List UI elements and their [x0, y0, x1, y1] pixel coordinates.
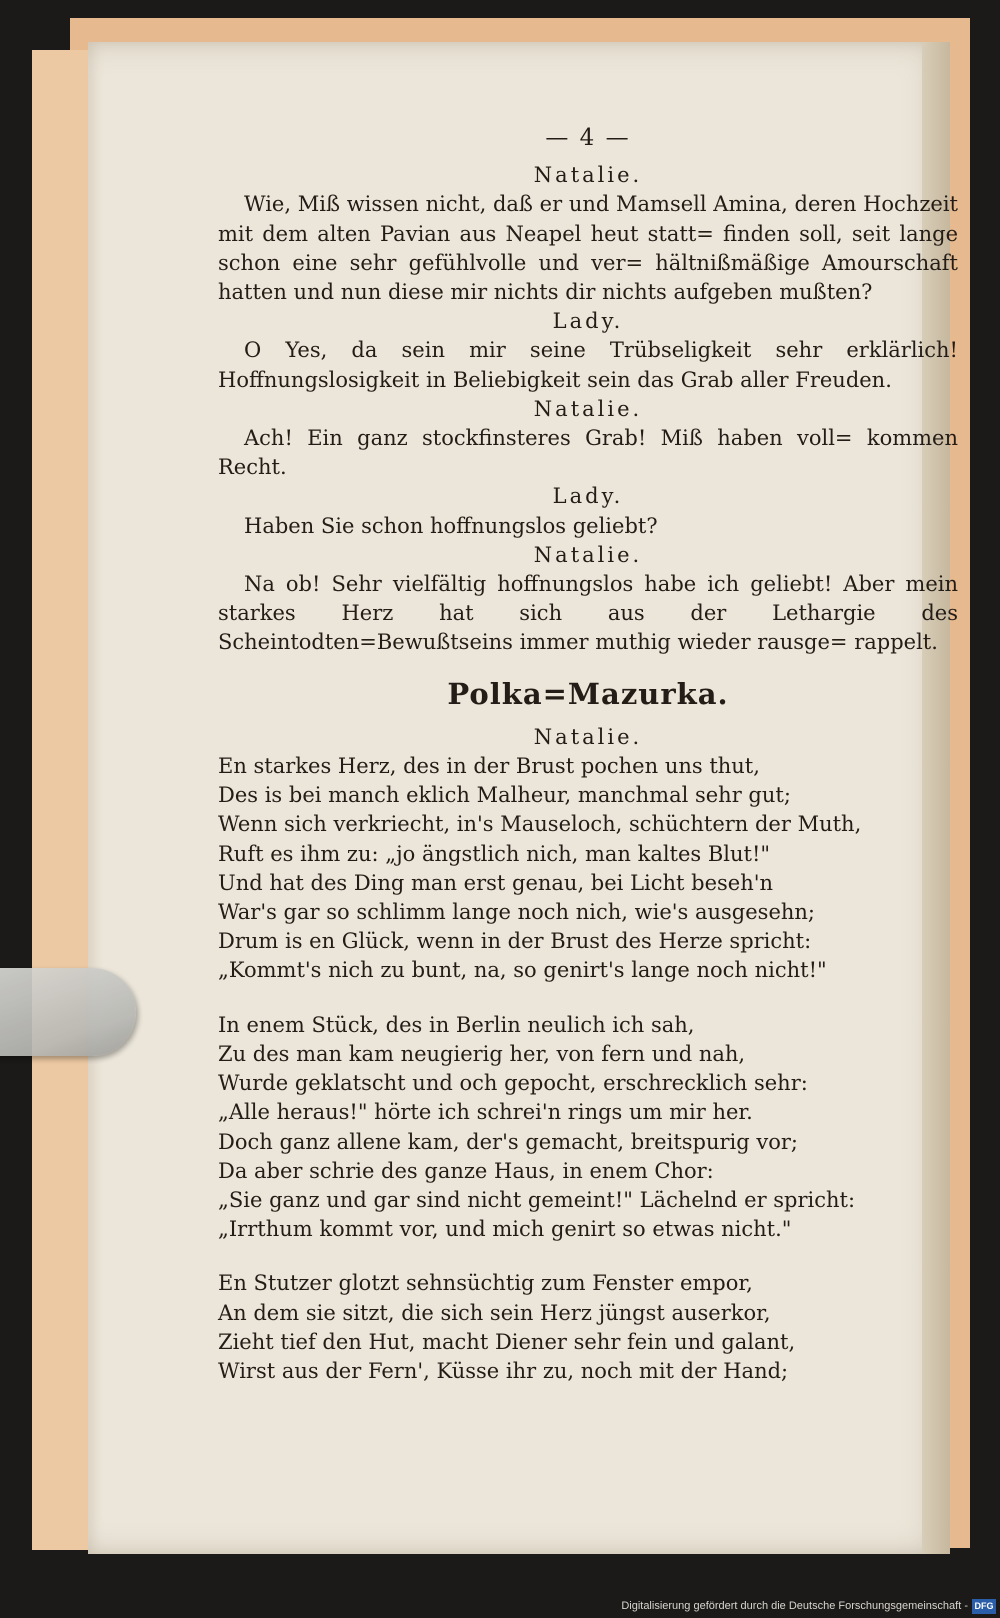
- stanza: [218, 1269, 958, 1386]
- verse-line: Drum is en Glück, wenn in der Brust des Herze spricht:: [218, 929, 812, 954]
- verse-line: Ruft es ihm zu: „jo ängstlich nich, man kaltes Blut!": [218, 841, 771, 866]
- dialogue-paragraph: Na ob! Sehr vielfältig hoffnungslos habe ich geliebt! Aber mein starkes Herz hat sich aus der Lethargie des Scheintodten=Bewußtseins immer muthig wieder rausge= rappelt.: [218, 572, 958, 655]
- page-turn-tab[interactable]: [0, 968, 136, 1056]
- verse-line: „Irrthum kommt vor, und mich genirt so etwas nicht.": [218, 1217, 792, 1242]
- verse-line: Wirst aus der Fern', Küsse ihr zu, noch mit der Hand;: [218, 1358, 789, 1383]
- dialogue-section: [218, 161, 958, 657]
- book-page: [88, 42, 958, 1554]
- speaker-name: Natalie.: [533, 542, 643, 567]
- song-speaker: Natalie.: [533, 724, 643, 749]
- speaker-name: Natalie.: [533, 396, 643, 421]
- verse-line: Da aber schrie des ganze Haus, in enem Chor:: [218, 1158, 714, 1183]
- verse-line: En Stutzer glotzt sehnsüchtig zum Fenster empor,: [218, 1271, 753, 1296]
- song-verses: [218, 752, 958, 1386]
- stanza: [218, 1011, 958, 1245]
- verse-line: „Kommt's nich zu bunt, na, so genirt's lange noch nicht!": [218, 958, 827, 983]
- funding-credit: Digitalisierung gefördert durch die Deutsche Forschungsgemeinschaft -: [621, 1600, 968, 1612]
- verse-line: „Sie ganz und gar sind nicht gemeint!" Lächelnd er spricht:: [218, 1187, 856, 1212]
- dialogue-paragraph: Wie, Miß wissen nicht, daß er und Mamsell Amina, deren Hochzeit mit dem alten Pavian aus Neapel heut statt= finden soll, seit lange schon eine sehr gefühlvolle und ver= hältnißmäßige Amourschaft hatten und nun diese mir nichts dir nichts aufgeben mußten?: [218, 192, 958, 305]
- verse-line: Doch ganz allene kam, der's gemacht, breitspurig vor;: [218, 1129, 799, 1154]
- speaker-name: Lady.: [552, 309, 624, 334]
- verse-line: War's gar so schlimm lange noch nich, wie's ausgesehn;: [218, 900, 815, 925]
- verse-line: An dem sie sitzt, die sich sein Herz jüngst auserkor,: [218, 1300, 771, 1325]
- verse-line: Zieht tief den Hut, macht Diener sehr fein und galant,: [218, 1329, 796, 1354]
- dfg-logo: DFG: [972, 1599, 996, 1614]
- dialogue-paragraph: O Yes, da sein mir seine Trübseligkeit sehr erklärlich! Hoffnungslosigkeit in Beliebigkeit sein das Grab aller Freuden.: [218, 338, 958, 392]
- footer-bar: [0, 1592, 1000, 1618]
- dialogue-paragraph: Haben Sie schon hoffnungslos geliebt?: [244, 513, 658, 538]
- song-heading: Polka=Mazurka.: [447, 676, 729, 711]
- verse-line: Des is bei manch eklich Malheur, manchmal sehr gut;: [218, 783, 791, 808]
- dialogue-paragraph: Ach! Ein ganz stockfinsteres Grab! Miß haben voll= kommen Recht.: [218, 426, 958, 480]
- verse-line: Zu des man kam neugierig her, von fern und nah,: [218, 1041, 746, 1066]
- speaker-name: Natalie.: [533, 163, 643, 188]
- page-number: — 4 —: [545, 125, 631, 151]
- verse-line: Und hat des Ding man erst genau, bei Licht beseh'n: [218, 870, 774, 895]
- stanza: [218, 752, 958, 986]
- speaker-name: Lady.: [552, 484, 624, 509]
- verse-line: „Alle heraus!" hörte ich schrei'n rings um mir her.: [218, 1100, 753, 1125]
- verse-line: En starkes Herz, des in der Brust pochen uns thut,: [218, 754, 760, 779]
- verse-line: Wenn sich verkriecht, in's Mauseloch, schüchtern der Muth,: [218, 812, 862, 837]
- page-content: [218, 124, 958, 1386]
- verse-line: Wurde geklatscht und och gepocht, erschrecklich sehr:: [218, 1071, 808, 1096]
- verse-line: In enem Stück, des in Berlin neulich ich sah,: [218, 1012, 695, 1037]
